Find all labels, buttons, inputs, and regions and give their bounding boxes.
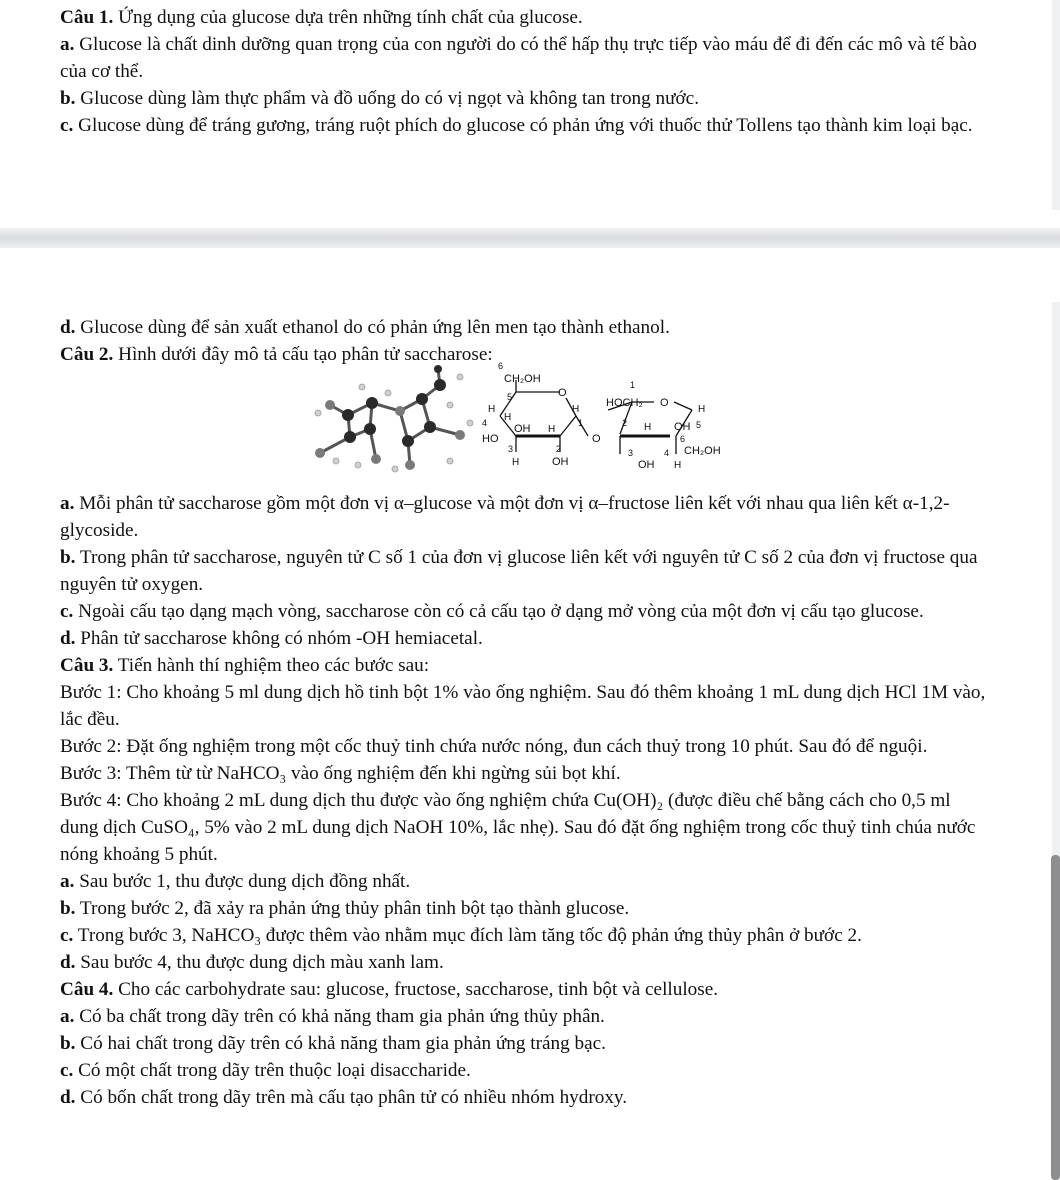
page-break <box>0 210 1060 302</box>
question-1-continued <box>60 314 990 368</box>
svg-text:CH₂OH: CH₂OH <box>684 445 721 457</box>
q2-option-c: c. Ngoài cấu tạo dạng mạch vòng, saccharose còn có cả cấu tạo ở dạng mở vòng của một đơn vị cấu tạo glucose. <box>60 601 924 622</box>
q3-step-2: Bước 2: Đặt ống nghiệm trong một cốc thuỷ tinh chứa nước nóng, đun cách thuỷ trong 10 phút. Sau đó để nguội. <box>60 736 928 757</box>
q3-option-a: a. Sau bước 1, thu được dung dịch đồng nhất. <box>60 871 411 892</box>
svg-text:CH₂OH: CH₂OH <box>504 373 541 385</box>
scrollbar-thumb[interactable] <box>1051 855 1060 1180</box>
svg-text:O: O <box>660 397 669 409</box>
q1-stem: Câu 1. Ứng dụng của glucose dựa trên những tính chất của glucose. <box>60 7 583 28</box>
svg-text:1: 1 <box>630 380 636 390</box>
svg-text:H: H <box>644 422 652 433</box>
svg-text:5: 5 <box>507 392 513 402</box>
q3-option-c: c. Trong bước 3, NaHCO₃ được thêm vào nhằm mục đích làm tăng tốc độ phản ứng thủy phân ở bước 2. <box>60 925 862 946</box>
q3-stem: Câu 3. Tiến hành thí nghiệm theo các bước sau: <box>60 655 430 676</box>
svg-text:H: H <box>504 412 512 423</box>
q3-option-d: d. Sau bước 4, thu được dung dịch màu xanh lam. <box>60 952 444 973</box>
q4-option-b: b. Có hai chất trong dãy trên có khả năng tham gia phản ứng tráng bạc. <box>60 1033 606 1054</box>
svg-text:H: H <box>488 404 496 415</box>
svg-text:OH: OH <box>514 423 531 435</box>
saccharose-haworth-structure <box>478 362 778 480</box>
svg-text:HOCH₂: HOCH₂ <box>606 397 643 409</box>
q3-step-3: Bước 3: Thêm từ từ NaHCO₃ vào ống nghiệm đến khi ngừng sủi bọt khí. <box>60 763 621 784</box>
svg-text:O: O <box>592 433 601 445</box>
svg-text:H: H <box>512 457 520 468</box>
q3-step-1: Bước 1: Cho khoảng 5 ml dung dịch hồ tinh bột 1% vào ống nghiệm. Sau đó thêm khoảng 1 mL dung dịch HCl 1M vào, lắc đều. <box>60 682 986 730</box>
svg-text:4: 4 <box>482 418 488 428</box>
q4-option-a: a. Có ba chất trong dãy trên có khả năng tham gia phản ứng thủy phân. <box>60 1006 605 1027</box>
svg-text:3: 3 <box>628 448 634 458</box>
svg-text:HO: HO <box>482 433 499 445</box>
q1-option-b: b. Glucose dùng làm thực phẩm và đồ uống do có vị ngọt và không tan trong nước. <box>60 88 699 109</box>
q1-option-d: d. Glucose dùng để sản xuất ethanol do có phản ứng lên men tạo thành ethanol. <box>60 317 670 338</box>
svg-text:H: H <box>698 404 706 415</box>
svg-text:4: 4 <box>664 448 670 458</box>
svg-text:2: 2 <box>556 444 562 454</box>
q4-option-c: c. Có một chất trong dãy trên thuộc loại disaccharide. <box>60 1060 471 1081</box>
q3-option-b: b. Trong bước 2, đã xảy ra phản ứng thủy phân tinh bột tạo thành glucose. <box>60 898 630 919</box>
q4-stem: Câu 4. Cho các carbohydrate sau: glucose, fructose, saccharose, tinh bột và cellulose. <box>60 979 719 1000</box>
question-2-options <box>60 490 990 1111</box>
q2-option-a: a. Mỗi phân tử saccharose gồm một đơn vị α–glucose và một đơn vị α–fructose liên kết với nhau qua liên kết α-1,2-glycoside. <box>60 493 950 541</box>
page-separator <box>0 228 1060 248</box>
svg-text:5: 5 <box>696 420 702 430</box>
svg-text:O: O <box>558 387 567 399</box>
q4-option-d: d. Có bốn chất trong dãy trên mà cấu tạo phân tử có nhiều nhóm hydroxy. <box>60 1087 628 1108</box>
question-1 <box>60 4 990 139</box>
svg-text:H: H <box>548 424 556 435</box>
svg-text:OH: OH <box>674 421 691 433</box>
saccharose-ball-stick-model <box>310 365 480 477</box>
svg-text:1: 1 <box>578 418 584 428</box>
svg-text:6: 6 <box>498 362 504 371</box>
q3-step-4: Bước 4: Cho khoảng 2 mL dung dịch thu được vào ống nghiệm chứa Cu(OH)₂ (được điều chế bằng cách cho 0,5 ml dung dịch CuSO₄, 5% vào 2 mL dung dịch NaOH 10%, lắc nhẹ). Sau đó đặt ống nghiệm trong cốc thuỷ tinh chúa nước nóng khoảng 5 phút. <box>60 790 976 865</box>
svg-text:H: H <box>572 404 580 415</box>
svg-text:2: 2 <box>622 418 628 428</box>
q2-option-d: d. Phân tử saccharose không có nhóm -OH hemiacetal. <box>60 628 483 649</box>
svg-text:3: 3 <box>508 444 514 454</box>
svg-text:H: H <box>674 460 682 471</box>
q1-option-c: c. Glucose dùng để tráng gương, tráng ruột phích do glucose có phản ứng với thuốc thử Tollens tạo thành kim loại bạc. <box>60 115 973 136</box>
svg-text:6: 6 <box>680 434 686 444</box>
q2-stem: Câu 2. Hình dưới đây mô tả cấu tạo phân tử saccharose: <box>60 344 493 365</box>
q2-option-b: b. Trong phân tử saccharose, nguyên tử C số 1 của đơn vị glucose liên kết với nguyên tử C số 2 của đơn vị fructose qua nguyên tử oxygen. <box>60 547 978 595</box>
svg-text:OH: OH <box>552 456 569 468</box>
q1-option-a: a. Glucose là chất dinh dưỡng quan trọng của con người do có thể hấp thụ trực tiếp vào máu để đi đến các mô và tế bào của cơ thể. <box>60 34 977 82</box>
svg-text:OH: OH <box>638 459 655 471</box>
